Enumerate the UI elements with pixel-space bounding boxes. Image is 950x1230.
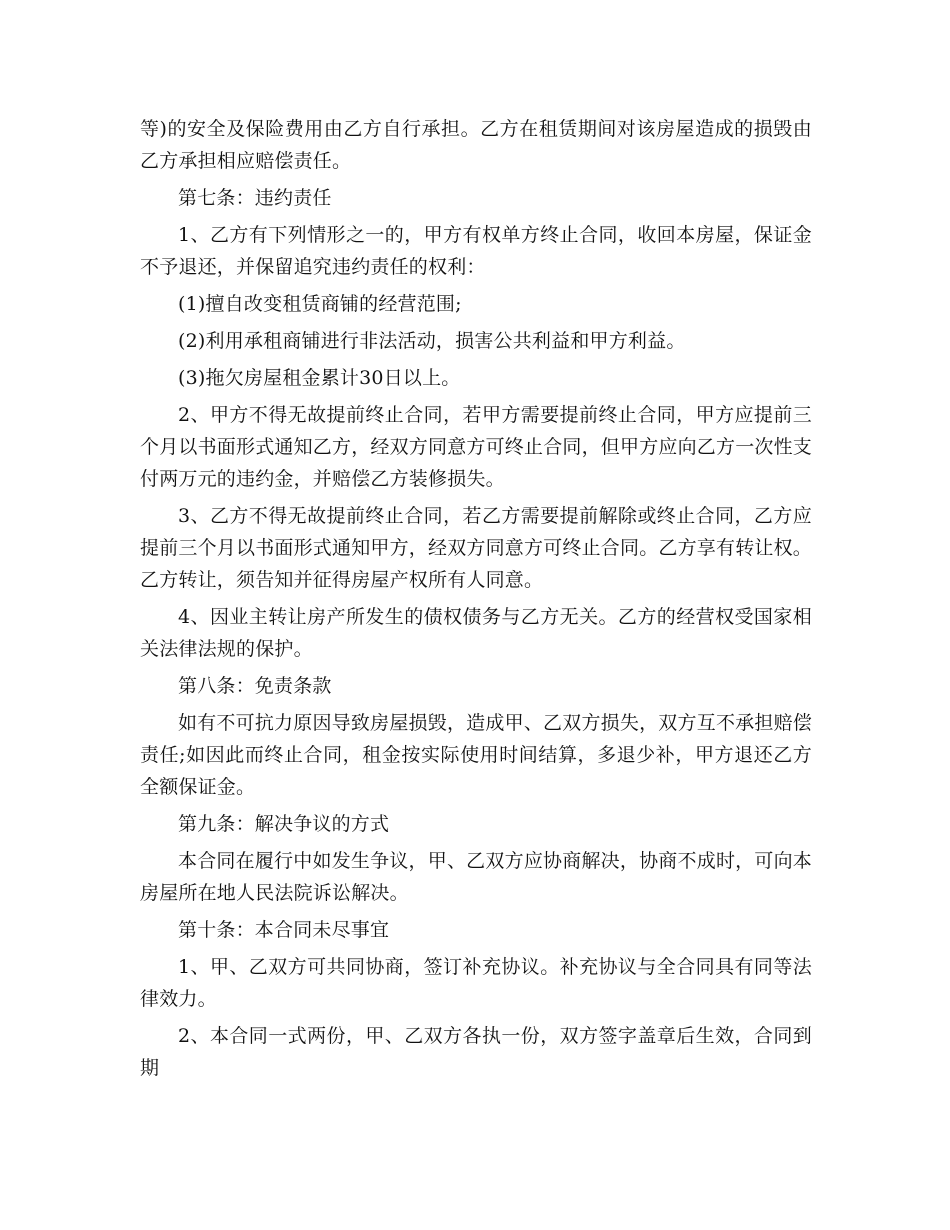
paragraph-clause-7-3: 3、乙方不得无故提前终止合同，若乙方需要提前解除或终止合同，乙方应提前三个月以书面形式通知甲方，经双方同意方可终止合同。乙方享有转让权。乙方转让，须告知并征得房屋产权所有人同意。: [140, 505, 813, 591]
paragraph-clause-7-2: 2、甲方不得无故提前终止合同，若甲方需要提前终止合同，甲方应提前三个月以书面形式通知乙方，经双方同意方可终止合同，但甲方应向乙方一次性支付两万元的违约金，并赔偿乙方装修损失。: [140, 404, 813, 490]
paragraph-item-1: (1)擅自改变租赁商铺的经营范围;: [178, 293, 462, 315]
paragraph-item-3: (3)拖欠房屋租金累计30日以上。: [178, 367, 461, 389]
paragraph-clause-7-1: 1、乙方有下列情形之一的，甲方有权单方终止合同，收回本房屋，保证金不予退还，并保留追究违约责任的权利：: [140, 224, 812, 278]
paragraph-clause-8: 如有不可抗力原因导致房屋损毁，造成甲、乙双方损失，双方互不承担赔偿责任;如因此而终止合同，租金按实际使用时间结算，多退少补，甲方退还乙方全额保证金。: [140, 712, 812, 798]
section-heading-article-8: 第八条：免责条款: [178, 675, 332, 697]
paragraph-clause-10-1: 1、甲、乙双方可共同协商，签订补充协议。补充协议与全合同具有同等法律效力。: [140, 956, 812, 1010]
paragraph-continuation: 等)的安全及保险费用由乙方自行承担。乙方在租赁期间对该房屋造成的损毁由乙方承担相应赔偿责任。: [140, 118, 812, 172]
section-heading-article-9: 第九条：解决争议的方式: [178, 813, 390, 835]
section-heading-article-10: 第十条：本合同未尽事宜: [178, 919, 390, 941]
section-heading-article-7: 第七条：违约责任: [178, 187, 332, 209]
paragraph-clause-7-4: 4、因业主转让房产所发生的债权债务与乙方无关。乙方的经营权受国家相关法律法规的保护。: [140, 606, 812, 660]
paragraph-clause-9: 本合同在履行中如发生争议，甲、乙双方应协商解决，协商不成时，可向本房屋所在地人民法院诉讼解决。: [140, 850, 812, 904]
document-body: [140, 113, 812, 1089]
paragraph-item-2: (2)利用承租商铺进行非法活动，损害公共利益和甲方利益。: [178, 330, 686, 352]
paragraph-clause-10-2: 2、本合同一式两份，甲、乙双方各执一份，双方签字盖章后生效，合同到期: [140, 1025, 812, 1079]
